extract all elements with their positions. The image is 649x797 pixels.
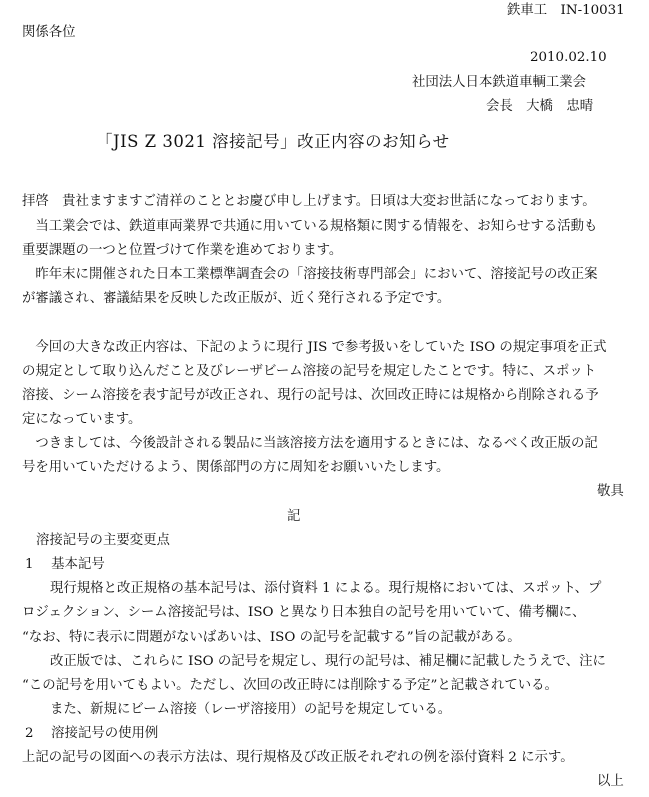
- section1-line: 現行規格と改正規格の基本記号は、添付資料 1 による。現行規格においては、スポット、プ: [50, 581, 602, 596]
- ki-marker: 記: [287, 509, 301, 524]
- intro-line: 拝啓 貴社ますますご清祥のこととお慶び申し上げます。日頃は大変お世話になっております。: [22, 194, 596, 209]
- document-date: 2010.02.10: [530, 50, 607, 65]
- section1-line: “なお、特に表示に問題がないばあいは、ISO の記号を記載する”旨の記載がある。: [22, 630, 521, 645]
- section1-heading: 1 基本記号: [25, 557, 105, 572]
- closing-keigu: 敬具: [597, 484, 624, 499]
- section2-heading: 2 溶接記号の使用例: [25, 726, 159, 741]
- document-number: 鉄車工 IN-10031: [507, 3, 625, 18]
- main-line: 号を用いていただけるよう、関係部門の方に周知をお願いいたします。: [22, 460, 450, 475]
- main-line: の規定として取り込んだこと及びレーザビーム溶接の記号を規定したことです。特に、スポット: [22, 364, 597, 379]
- main-line: 今回の大きな改正内容は、下記のように現行 JIS で参考扱いをしていた ISO の規定事項を正式: [22, 340, 607, 355]
- intro-line: が審議され、審議結果を反映した改正版が、近く発行される予定です。: [22, 291, 451, 306]
- intro-line: 重要課題の一つと位置づけて作業を進めております。: [22, 243, 343, 258]
- issuing-organization: 社団法人日本鉄道車輌工業会: [412, 75, 587, 90]
- main-line: 溶接、シーム溶接を表す記号が改正され、現行の記号は、次回改正時には規格から削除される予: [22, 388, 599, 403]
- section-heading: 溶接記号の主要変更点: [36, 533, 170, 548]
- end-mark: 以上: [597, 774, 624, 789]
- addressee: 関係各位: [22, 25, 76, 40]
- section2-line: 上記の記号の図面への表示方法は、現行規格及び改正版それぞれの例を添付資料 2 に示す。: [22, 750, 574, 765]
- main-line: 定になっています。: [22, 412, 142, 427]
- section1-line: “この記号を用いてもよい。ただし、次回の改正時には削除する予定”と記載されている。: [22, 678, 558, 693]
- document-title: 「JIS Z 3021 溶接記号」改正内容のお知らせ: [96, 132, 450, 151]
- section1-line: ロジェクション、シーム溶接記号は、ISO と異なり日本独自の記号を用いていて、備考欄に、: [22, 605, 586, 620]
- section1-line: 改正版では、これらに ISO の記号を規定し、現行の記号は、補足欄に記載したうえで、注に: [50, 654, 606, 669]
- main-line: つきましては、今後設計される製品に当該溶接方法を適用するときには、なるべく改正版の記: [22, 436, 598, 451]
- section1-line: また、新規にビーム溶接（レーザ溶接用）の記号を規定している。: [50, 702, 452, 717]
- intro-line: 当工業会では、鉄道車両業界で共通に用いている規格類に関する情報を、お知らせする活動も: [22, 219, 598, 234]
- signatory: 会長 大橋 忠晴: [486, 99, 594, 114]
- intro-line: 昨年末に開催された日本工業標準調査会の「溶接技術専門部会」において、溶接記号の改正案: [22, 267, 598, 282]
